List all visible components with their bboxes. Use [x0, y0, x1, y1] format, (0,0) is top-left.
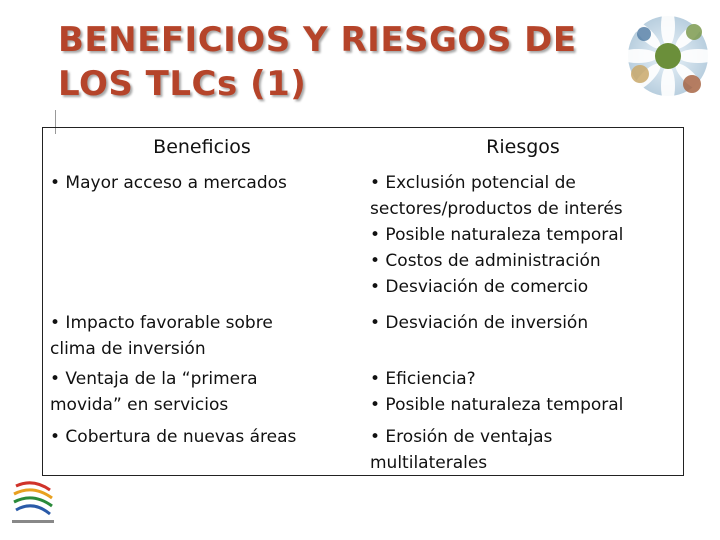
- beneficio-row-4: • Cobertura de nuevas áreas: [50, 427, 297, 447]
- beneficio-row-3: • Ventaja de la “primera movida” en servicios: [50, 369, 258, 415]
- floral-decoration-icon: [610, 4, 714, 114]
- slide-title: [58, 18, 618, 106]
- title-line-1: BENEFICIOS Y RIESGOS DE: [58, 20, 577, 60]
- riesgos-row-1: • Exclusión potencial de sectores/productos de interés • Posible naturaleza temporal • Costos de administración • Desviación de comercio: [370, 173, 624, 297]
- riesgos-row-4: • Erosión de ventajas multilaterales: [370, 427, 553, 473]
- beneficio-row-2: • Impacto favorable sobre clima de inversión: [50, 313, 273, 359]
- riesgos-row-2: • Desviación de inversión: [370, 313, 589, 333]
- header-riesgos: Riesgos: [486, 136, 560, 158]
- title-line-2: LOS TLCs (1): [58, 64, 307, 104]
- wto-logo-icon: [8, 476, 58, 528]
- riesgos-row-3: • Eficiencia? • Posible naturaleza temporal: [370, 369, 624, 415]
- beneficio-row-1: • Mayor acceso a mercados: [50, 173, 287, 193]
- header-beneficios: Beneficios: [153, 136, 251, 158]
